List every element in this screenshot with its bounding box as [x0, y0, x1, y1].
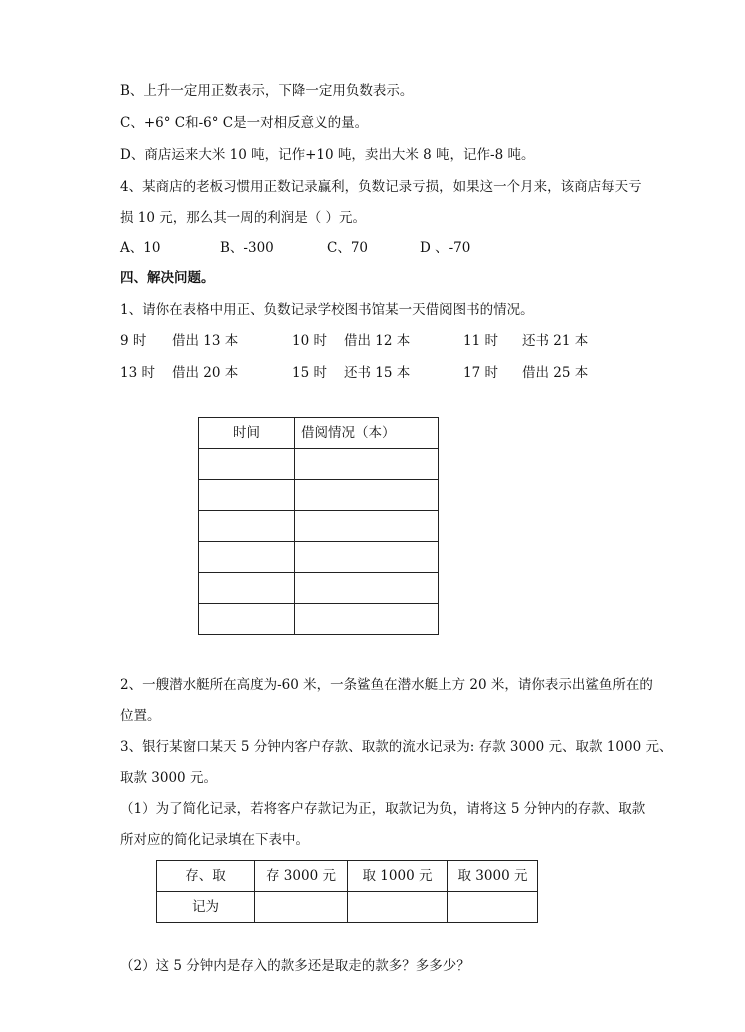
record-time: 9 时 — [120, 333, 147, 349]
bank-header-deposit: 存 3000 元 — [255, 861, 348, 892]
bank-header-withdraw-3000: 取 3000 元 — [448, 861, 538, 892]
record-time: 11 时 — [463, 333, 498, 349]
q4-choice-b: B、-300 — [220, 240, 274, 256]
q4-choice-d: D 、-70 — [420, 240, 471, 256]
problem-2-line-2: 位置。 — [120, 708, 161, 724]
table-cell[interactable] — [199, 542, 295, 573]
table-row — [199, 511, 439, 542]
problem-3-line-1: 3、银行某窗口某天 5 分钟内客户存款、取款的流水记录为: 存款 3000 元、取款 1000 元、 — [120, 739, 673, 755]
bank-cell[interactable] — [448, 892, 538, 923]
option-c: C、+6° C和-6° C是一对相反意义的量。 — [120, 115, 369, 131]
problem-2-line-1: 2、一艘潜水艇所在高度为-60 米，一条鲨鱼在潜水艇上方 20 米，请你表示出鲨鱼所在的 — [120, 677, 653, 693]
table-cell[interactable] — [199, 480, 295, 511]
table-cell[interactable] — [199, 604, 295, 635]
table-cell[interactable] — [295, 542, 439, 573]
problem-3-sub1-line-1: （1）为了简化记录，若将客户存款记为正，取款记为负，请将这 5 分钟内的存款、取款 — [120, 801, 646, 817]
table-cell[interactable] — [295, 449, 439, 480]
problem-3-line-2: 取款 3000 元。 — [120, 770, 217, 786]
table-row — [199, 604, 439, 635]
record-time: 10 时 — [292, 333, 327, 349]
bank-cell[interactable] — [255, 892, 348, 923]
table-cell[interactable] — [199, 449, 295, 480]
table-cell[interactable] — [199, 511, 295, 542]
problem-1-text: 1、请你在表格中用正、负数记录学校图书馆某一天借阅图书的情况。 — [120, 302, 534, 318]
record-action: 借出 20 本 — [172, 365, 239, 381]
table-row — [199, 542, 439, 573]
record-time: 17 时 — [463, 365, 498, 381]
problem-3-sub2: （2）这 5 分钟内是存入的款多还是取走的款多？多多少？ — [120, 958, 470, 974]
record-action: 借出 12 本 — [344, 333, 411, 349]
table-header-borrowing: 借阅情况（本） — [295, 418, 439, 449]
table-cell[interactable] — [295, 604, 439, 635]
bank-cell[interactable] — [348, 892, 448, 923]
question-4-line-1: 4、某商店的老板习惯用正数记录赢利，负数记录亏损，如果这一个月来，该商店每天亏 — [120, 179, 642, 195]
table-header-time: 时间 — [199, 418, 295, 449]
record-action: 还书 21 本 — [522, 333, 589, 349]
table-row — [199, 480, 439, 511]
borrowing-table — [198, 417, 439, 635]
bank-header-withdraw-1000: 取 1000 元 — [348, 861, 448, 892]
table-row — [199, 573, 439, 604]
record-time: 15 时 — [292, 365, 327, 381]
bank-row-label: 记为 — [157, 892, 255, 923]
q4-choice-a: A、10 — [120, 240, 161, 256]
table-cell[interactable] — [295, 573, 439, 604]
record-action: 还书 15 本 — [344, 365, 411, 381]
table-row — [199, 449, 439, 480]
table-cell[interactable] — [295, 511, 439, 542]
option-b: B、上升一定用正数表示，下降一定用负数表示。 — [120, 83, 414, 99]
question-4-line-2: 损 10 元，那么其一周的利润是（ ）元。 — [120, 210, 367, 226]
table-cell[interactable] — [199, 573, 295, 604]
bank-record-table — [156, 860, 538, 923]
option-d: D、商店运来大米 10 吨，记作+10 吨，卖出大米 8 吨，记作-8 吨。 — [120, 147, 535, 163]
record-action: 借出 25 本 — [522, 365, 589, 381]
section-4-title: 四、解决问题。 — [120, 270, 215, 286]
table-cell[interactable] — [295, 480, 439, 511]
record-action: 借出 13 本 — [172, 333, 239, 349]
problem-3-sub1-line-2: 所对应的简化记录填在下表中。 — [120, 832, 309, 848]
bank-header-label: 存、取 — [157, 861, 255, 892]
record-time: 13 时 — [120, 365, 155, 381]
q4-choice-c: C、70 — [327, 240, 369, 256]
